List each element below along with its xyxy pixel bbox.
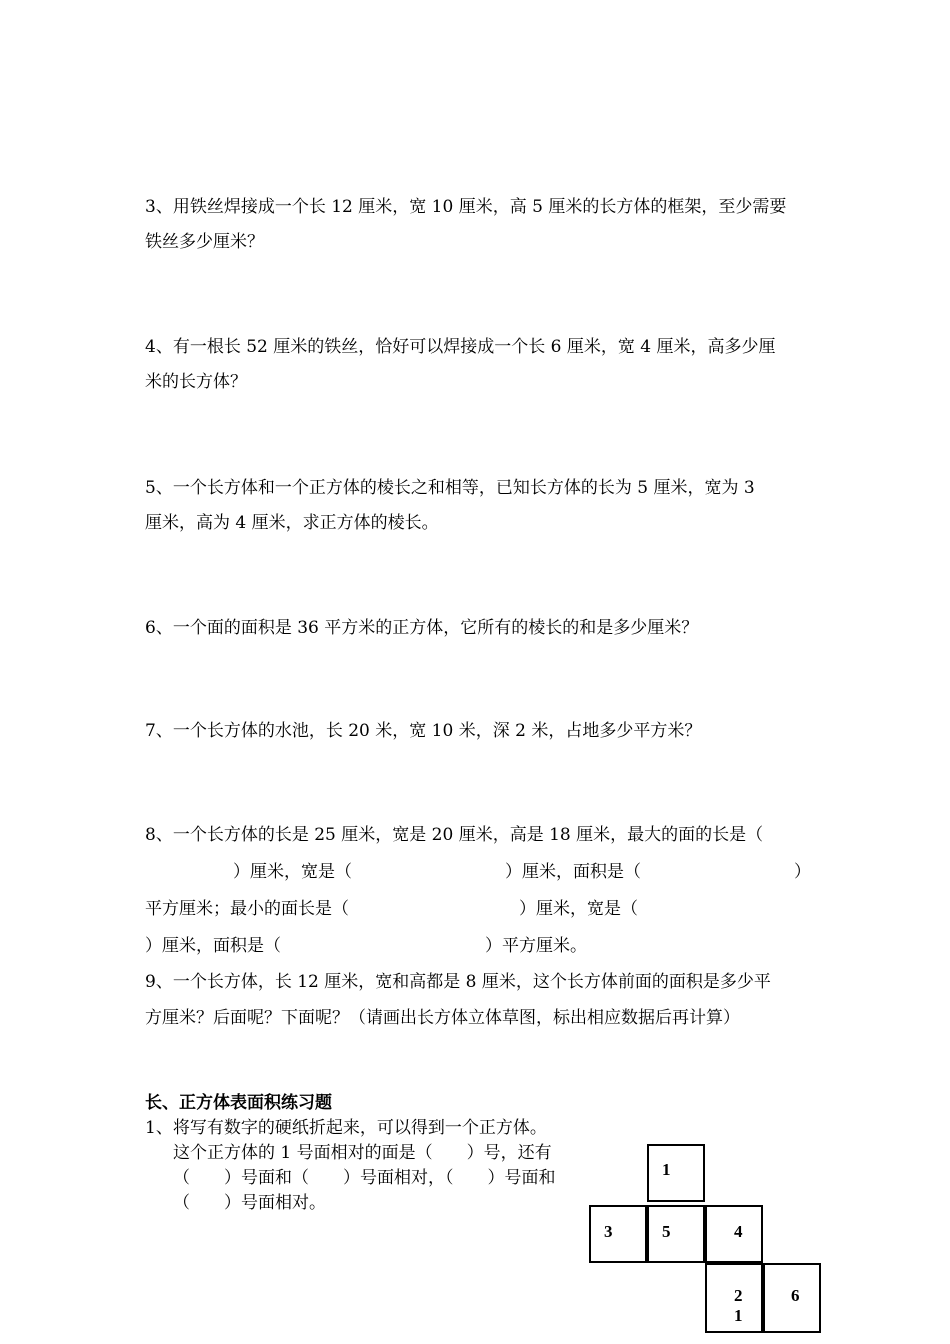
net-square: [647, 1144, 705, 1202]
question-8-line-3: 平方厘米；最小的面长是（ ）厘米，宽是（: [145, 899, 638, 919]
surface-question-1-line-4: （ ）号面相对。: [173, 1193, 326, 1213]
surface-question-1-line-3: （ ）号面和（ ）号面相对，（ ）号面和: [173, 1168, 556, 1188]
question-8-line-4: ）厘米，面积是（ ）平方厘米。: [145, 936, 587, 956]
face-number: 1: [734, 1306, 743, 1325]
question-4-line-1: 4、有一根长 52 厘米的铁丝，恰好可以焊接成一个长 6 厘米，宽 4 厘米，高多少厘: [145, 337, 776, 357]
face-number: 5: [662, 1222, 671, 1241]
question-9-line-2: 方厘米？后面呢？下面呢？（请画出长方体立体草图，标出相应数据后再计算）: [145, 1008, 740, 1028]
section-title: 长、正方体表面积练习题: [145, 1093, 332, 1113]
surface-question-1-line-2: 这个正方体的 1 号面相对的面是（ ）号，还有: [173, 1143, 552, 1163]
question-4-line-2: 米的长方体？: [145, 372, 247, 392]
question-9-line-1: 9、一个长方体，长 12 厘米，宽和高都是 8 厘米，这个长方体前面的面积是多少平: [145, 972, 771, 992]
face-number: 4: [734, 1222, 743, 1241]
question-3-line-2: 铁丝多少厘米？: [145, 232, 264, 252]
question-7-line-1: 7、一个长方体的水池，长 20 米，宽 10 米，深 2 米，占地多少平方米？: [145, 721, 702, 741]
surface-question-1-line-1: 1、将写有数字的硬纸折起来，可以得到一个正方体。: [145, 1118, 547, 1138]
face-number: 1: [662, 1160, 671, 1179]
net-square: [647, 1205, 705, 1263]
question-3-line-1: 3、用铁丝焊接成一个长 12 厘米，宽 10 厘米，高 5 厘米的长方体的框架，至少需要: [145, 197, 787, 217]
question-5-line-1: 5、一个长方体和一个正方体的棱长之和相等，已知长方体的长为 5 厘米，宽为 3: [145, 478, 755, 498]
question-8-line-1: 8、一个长方体的长是 25 厘米，宽是 20 厘米，高是 18 厘米，最大的面的长是（: [145, 825, 764, 845]
question-8-line-2: ）厘米，宽是（ ）厘米，面积是（ ）: [233, 862, 811, 882]
face-number: 3: [604, 1222, 613, 1241]
face-number: 6: [791, 1286, 800, 1305]
face-number: 2: [734, 1286, 743, 1305]
question-6-line-1: 6、一个面的面积是 36 平方米的正方体，它所有的棱长的和是多少厘米？: [145, 618, 699, 638]
question-5-line-2: 厘米，高为 4 厘米，求正方体的棱长。: [145, 513, 439, 533]
net-square: [589, 1205, 647, 1263]
